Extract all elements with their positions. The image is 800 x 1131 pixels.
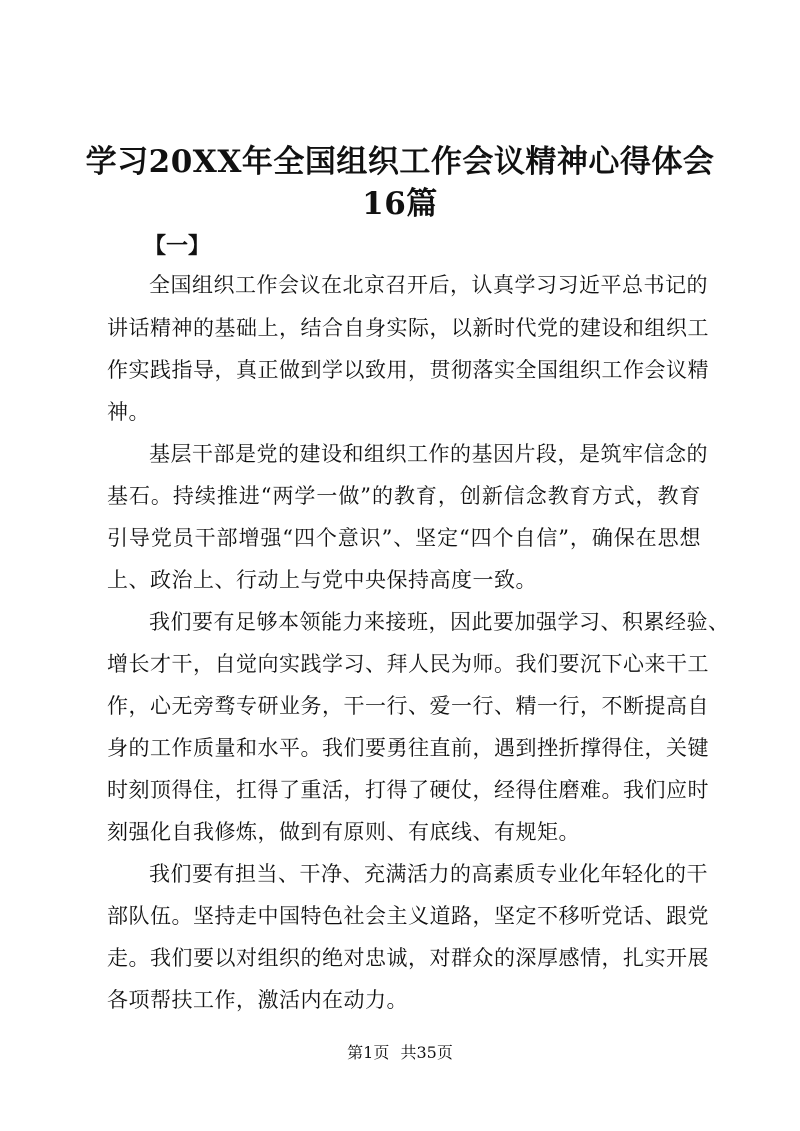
paragraph-line: 走。我们要以对组织的绝对忠诚，对群众的深厚感情，扎实开展 xyxy=(107,946,709,970)
paragraph-line: 基石。持续推进“两学一做”的教育，创新信念教育方式，教育 xyxy=(107,484,701,508)
paragraph-line: 讲话精神的基础上，结合自身实际，以新时代党的建设和组织工 xyxy=(107,316,709,340)
paragraph-line: 我们要有足够本领能力来接班，因此要加强学习、积累经验、 xyxy=(149,610,730,634)
paragraph-line: 作实践指导，真正做到学以致用，贯彻落实全国组织工作会议精 xyxy=(107,358,709,382)
document-title-line1: 学习20XX年全国组织工作会议精神心得体会 xyxy=(85,144,715,180)
page-total: 共35页 xyxy=(400,1043,453,1062)
paragraph-line: 基层干部是党的建设和组织工作的基因片段，是筑牢信念的 xyxy=(149,442,708,466)
paragraph-line: 增长才干，自觉向实践学习、拜人民为师。我们要沉下心来干工 xyxy=(107,652,709,676)
paragraph-line: 我们要有担当、干净、充满活力的高素质专业化年轻化的干 xyxy=(149,862,708,886)
section-heading: 【一】 xyxy=(144,233,211,259)
paragraph-line: 作，心无旁骛专研业务，干一行、爱一行、精一行，不断提高自 xyxy=(107,694,709,718)
paragraph-line: 神。 xyxy=(107,400,150,424)
page-footer xyxy=(0,1042,800,1064)
paragraph-line: 身的工作质量和水平。我们要勇往直前，遇到挫折撑得住，关键 xyxy=(107,736,709,760)
paragraph-line: 各项帮扶工作，激活内在动力。 xyxy=(107,988,408,1012)
page-number: 第1页 xyxy=(347,1043,390,1062)
paragraph-line: 引导党员干部增强“四个意识”、坚定“四个自信”，确保在思想 xyxy=(107,526,701,550)
paragraph-line: 上、政治上、行动上与党中央保持高度一致。 xyxy=(107,568,537,592)
paragraph-line: 刻强化自我修炼，做到有原则、有底线、有规矩。 xyxy=(107,820,580,844)
paragraph-line: 时刻顶得住，扛得了重活，打得了硬仗，经得住磨难。我们应时 xyxy=(107,778,709,802)
paragraph-line: 全国组织工作会议在北京召开后，认真学习习近平总书记的 xyxy=(149,273,708,297)
paragraph-line: 部队伍。坚持走中国特色社会主义道路，坚定不移听党话、跟党 xyxy=(107,904,709,928)
document-title-line2: 16篇 xyxy=(362,186,438,222)
